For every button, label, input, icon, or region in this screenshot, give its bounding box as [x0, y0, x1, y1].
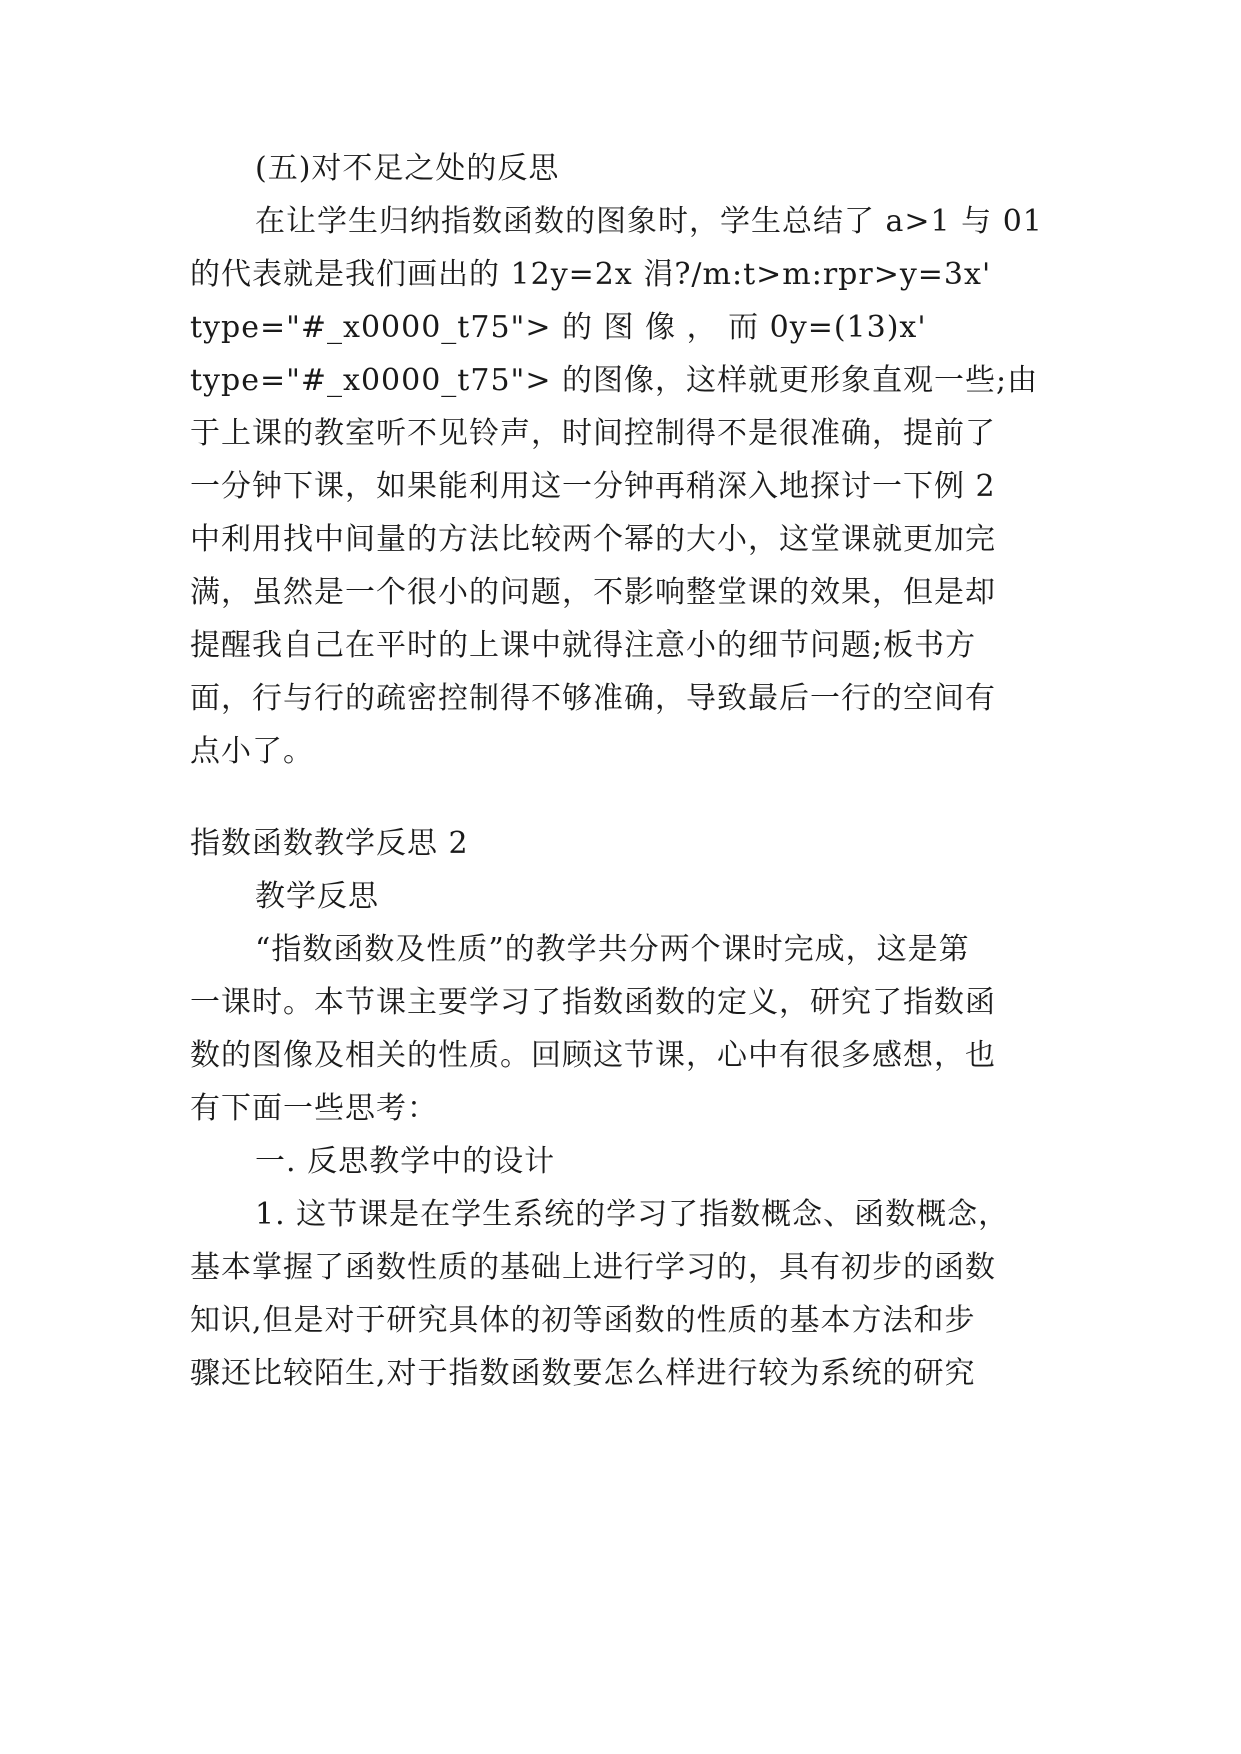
item-heading: 一. 反思教学中的设计: [255, 1144, 556, 1179]
document-title: 指数函数教学反思 2: [190, 826, 469, 861]
paragraph-line: 在让学生归纳指数函数的图象时，学生总结了 a>1 与 01: [255, 204, 1043, 239]
paragraph-line: 骤还比较陌生,对于指数函数要怎么样进行较为系统的研究: [190, 1356, 976, 1391]
paragraph-line: 一分钟下课，如果能利用这一分钟再稍深入地探讨一下例 2: [190, 469, 996, 504]
paragraph-line: 一课时。本节课主要学习了指数函数的定义，研究了指数函: [190, 985, 996, 1020]
paragraph-line: 点小了。: [190, 734, 314, 769]
paragraph-line: 的代表就是我们画出的 12y=2x 涓?/m:t>m:rpr>y=3x': [190, 257, 992, 292]
paragraph-line: 中利用找中间量的方法比较两个幂的大小，这堂课就更加完: [190, 522, 996, 557]
paragraph-line: 1. 这节课是在学生系统的学习了指数概念、函数概念，: [255, 1197, 1010, 1232]
paragraph-line: 面，行与行的疏密控制得不够准确，导致最后一行的空间有: [190, 681, 996, 716]
subheading: 教学反思: [255, 879, 379, 914]
paragraph-line: 有下面一些思考：: [190, 1091, 438, 1126]
paragraph-line: 数的图像及相关的性质。回顾这节课，心中有很多感想，也: [190, 1038, 996, 1073]
paragraph-line: “指数函数及性质”的教学共分两个课时完成，这是第: [255, 932, 970, 967]
paragraph-line: type="#_x0000_t75"> 的 图 像 ， 而 0y=(13)x': [190, 310, 927, 345]
paragraph-line: 于上课的教室听不见铃声，时间控制得不是很准确，提前了: [190, 416, 996, 451]
paragraph-line: 提醒我自己在平时的上课中就得注意小的细节问题;板书方: [190, 628, 977, 663]
paragraph-line: 基本掌握了函数性质的基础上进行学习的，具有初步的函数: [190, 1250, 996, 1285]
paragraph-line: type="#_x0000_t75"> 的图像，这样就更形象直观一些;由: [190, 363, 1039, 398]
paragraph-line: 满，虽然是一个很小的问题，不影响整堂课的效果，但是却: [190, 575, 996, 610]
paragraph-line: 知识,但是对于研究具体的初等函数的性质的基本方法和步: [190, 1303, 976, 1338]
section-heading: (五)对不足之处的反思: [255, 151, 560, 186]
